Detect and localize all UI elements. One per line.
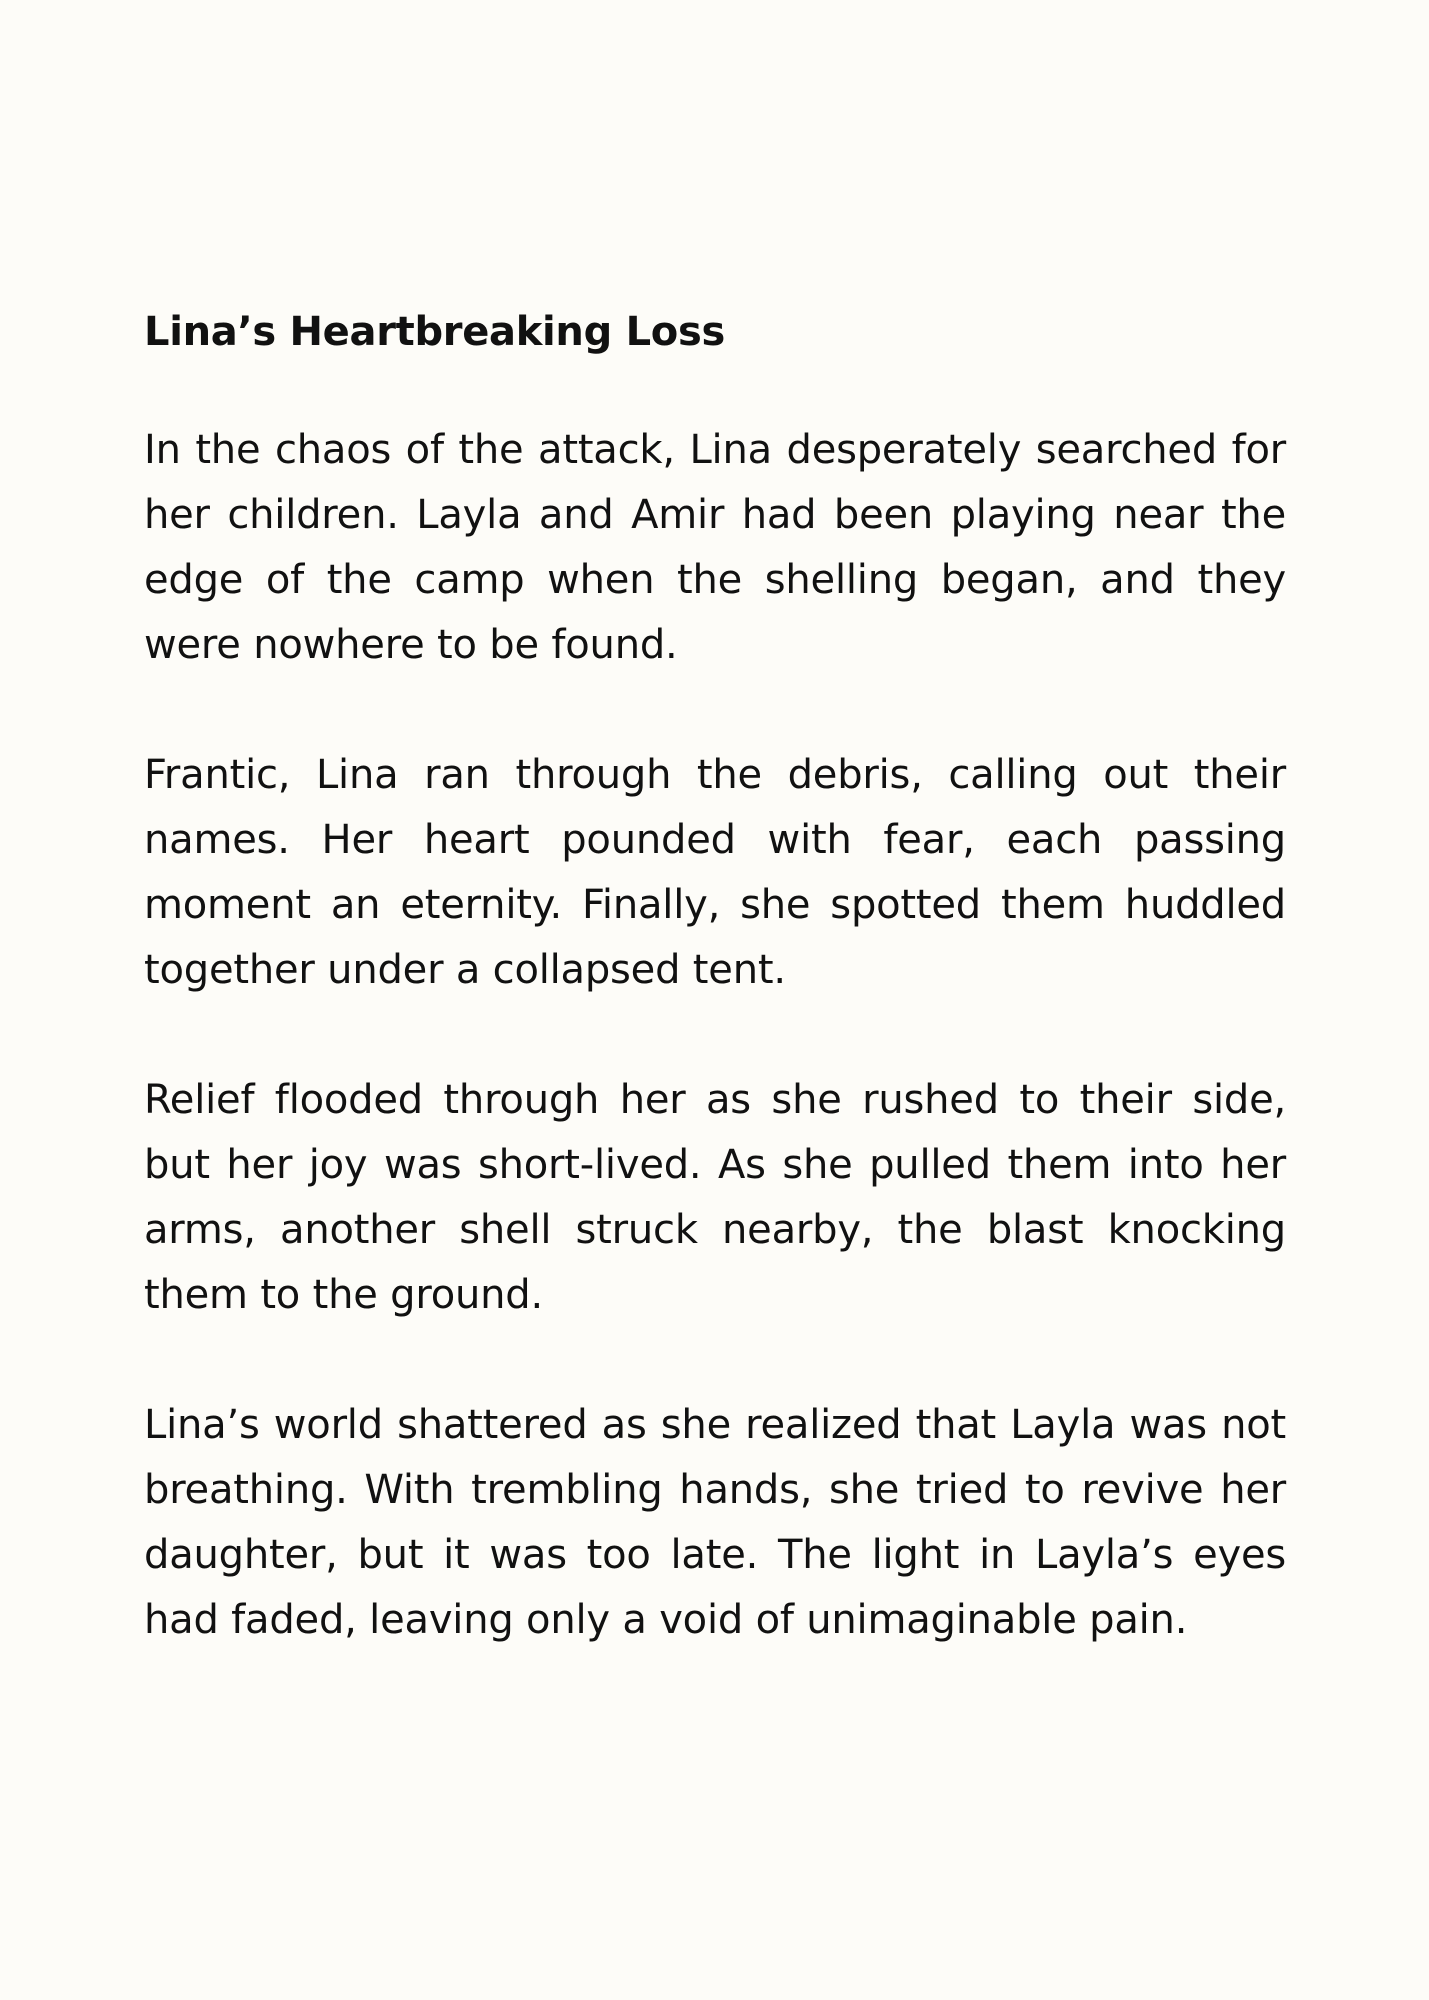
paragraph-3: Relief flooded through her as she rushed to their side, but her joy was short-lived. As she pulled them into her arms, another shell struck nearby, the blast knocking them to the ground. [144, 1077, 1286, 1318]
document-page [144, 302, 1286, 1718]
paragraph-1: In the chaos of the attack, Lina desperately searched for her children. Layla and Amir had been playing near the edge of the camp when the shelling began, and they were nowhere to be found. [144, 427, 1286, 668]
paragraph-2: Frantic, Lina ran through the debris, calling out their names. Her heart pounded with fear, each passing moment an eternity. Finally, she spotted them huddled together under a collapsed tent. [144, 752, 1286, 993]
paragraph-4: Lina’s world shattered as she realized that Layla was not breathing. With trembling hands, she tried to revive her daughter, but it was too late. The light in Layla’s eyes had faded, leaving only a void of unimaginable pain. [144, 1402, 1286, 1643]
document-title: Lina’s Heartbreaking Loss [144, 309, 725, 355]
